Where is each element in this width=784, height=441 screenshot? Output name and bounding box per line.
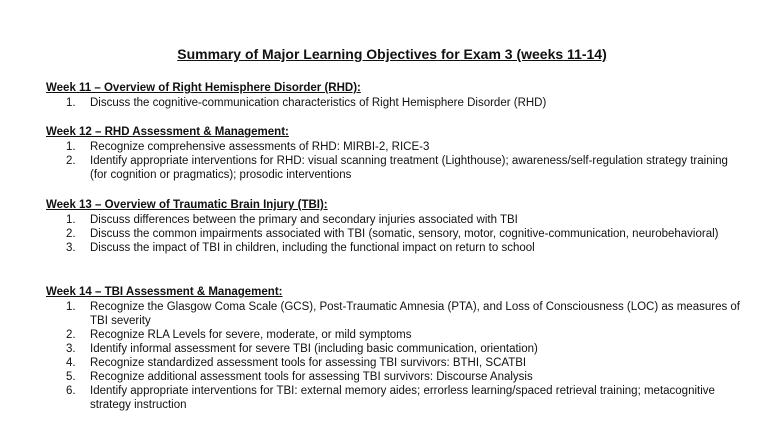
- objective-list: [46, 140, 746, 182]
- list-item: [46, 328, 746, 342]
- section-heading: Week 11 – Overview of Right Hemisphere Disorder (RHD):: [46, 82, 361, 94]
- item-text: Discuss the impact of TBI in children, including the functional impact on return to school: [90, 242, 535, 254]
- list-item: [46, 241, 746, 255]
- item-text: Recognize RLA Levels for severe, moderate, or mild symptoms: [90, 329, 412, 341]
- objective-list: [46, 213, 746, 255]
- list-item: [46, 227, 746, 241]
- list-item: [46, 154, 746, 182]
- item-number: 4.: [66, 357, 76, 369]
- item-text: Recognize standardized assessment tools for assessing TBI survivors: BTHI, SCATBI: [90, 357, 527, 369]
- item-text: Identify appropriate interventions for TBI: external memory aides; errorless learning/spaced retrieval training; metacognitive strategy instruction: [90, 385, 715, 411]
- item-text: Discuss the cognitive-communication characteristics of Right Hemisphere Disorder (RHD): [90, 97, 547, 109]
- section-heading: Week 14 – TBI Assessment & Management:: [46, 286, 283, 298]
- item-text: Identify informal assessment for severe TBI (including basic communication, orientation): [90, 343, 538, 355]
- list-item: [46, 213, 746, 227]
- item-number: 1.: [66, 97, 76, 109]
- item-number: 2.: [66, 155, 76, 167]
- item-text: Recognize the Glasgow Coma Scale (GCS), Post-Traumatic Amnesia (PTA), and Loss of Consciousness (LOC) as measures of TBI severity: [90, 301, 741, 327]
- item-text: Identify appropriate interventions for RHD: visual scanning treatment (Lighthouse); awareness/self-regulation strategy training (for cognition or pragmatics); prosodic interventions: [90, 155, 728, 181]
- objective-list: [46, 300, 746, 412]
- item-number: 1.: [66, 301, 76, 313]
- section-heading: Week 12 – RHD Assessment & Management:: [46, 126, 289, 138]
- item-number: 5.: [66, 371, 76, 383]
- section-week-14: [46, 285, 746, 412]
- list-item: [46, 140, 746, 154]
- item-number: 3.: [66, 343, 76, 355]
- objective-list: [46, 96, 746, 110]
- list-item: [46, 300, 746, 328]
- list-item: [46, 96, 746, 110]
- list-item: [46, 370, 746, 384]
- item-number: 6.: [66, 385, 76, 397]
- list-item: [46, 384, 746, 412]
- page-title: Summary of Major Learning Objectives for Exam 3 (weeks 11-14): [177, 46, 607, 62]
- item-number: 2.: [66, 228, 76, 240]
- section-heading: Week 13 – Overview of Traumatic Brain Injury (TBI):: [46, 199, 328, 211]
- section-week-11: [46, 81, 746, 110]
- item-text: Discuss the common impairments associated with TBI (somatic, sensory, motor, cognitive-communication, neurobehavioral): [90, 228, 719, 240]
- item-number: 3.: [66, 242, 76, 254]
- item-number: 2.: [66, 329, 76, 341]
- item-number: 1.: [66, 141, 76, 153]
- item-text: Recognize additional assessment tools for assessing TBI survivors: Discourse Analysis: [90, 371, 533, 383]
- section-week-12: [46, 125, 746, 182]
- list-item: [46, 342, 746, 356]
- item-text: Discuss differences between the primary and secondary injuries associated with TBI: [90, 214, 518, 226]
- section-week-13: [46, 198, 746, 255]
- item-number: 1.: [66, 214, 76, 226]
- list-item: [46, 356, 746, 370]
- item-text: Recognize comprehensive assessments of RHD: MIRBI-2, RICE-3: [90, 141, 430, 153]
